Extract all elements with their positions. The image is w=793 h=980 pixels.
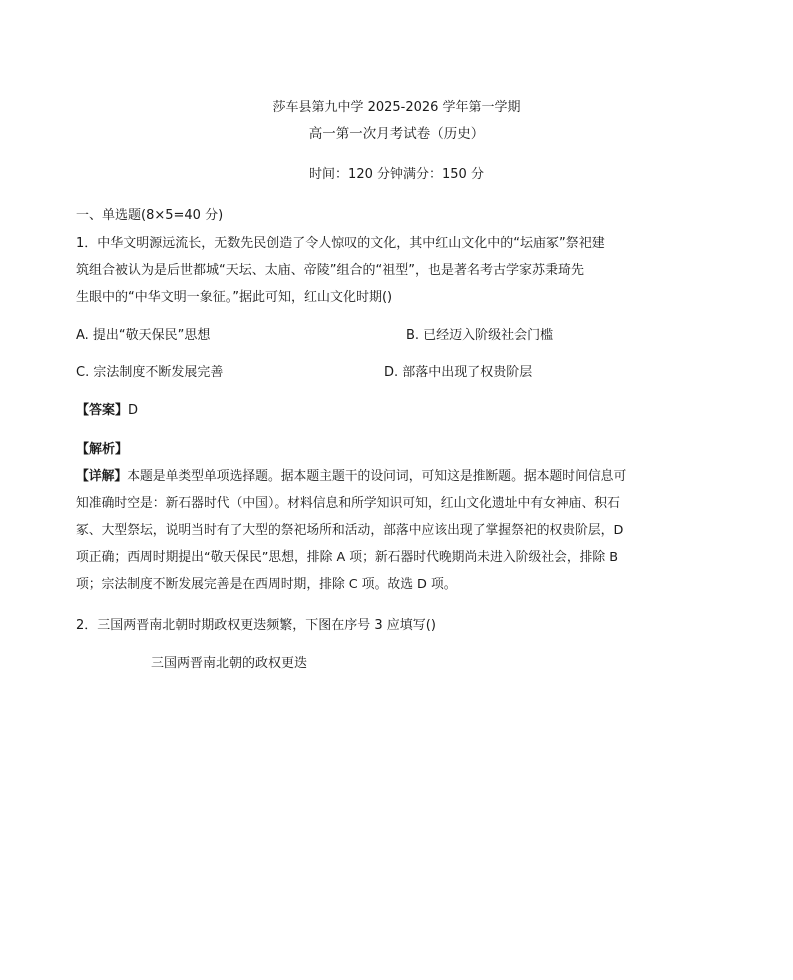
answer-label: 【答案】 [76, 403, 129, 418]
detail-label: 【详解】 [76, 469, 128, 484]
analysis-text-1: 本题是单类型单项选择题。据本题主题干的设问词，可知这是推断题。据本题时间信息可 [127, 469, 627, 484]
analysis-line-1 [76, 465, 626, 484]
question-1-line-3: 生眼中的“中华文明一象征。”据此可知，红山文化时期() [76, 290, 393, 305]
analysis-line-4: 项正确；西周时期提出“敬天保民”思想，排除 A 项；新石器时代晚期尚未进入阶级社会，排除 B [76, 550, 619, 565]
question-2-stem: 2．三国两晋南北朝时期政权更迭频繁，下图在序号 3 应填写() [76, 618, 436, 633]
analysis-line-2: 知准确时空是：新石器时代（中国）。材料信息和所学知识可知，红山文化遗址中有女神庙、积石 [76, 496, 620, 511]
school-term-heading: 莎车县第九中学 2025-2026 学年第一学期 [272, 100, 521, 115]
section-title: 一、单选题(8×5=40 分) [76, 208, 224, 223]
answer-line [76, 399, 138, 418]
option-b: B. 已经迈入阶级社会门槛 [406, 328, 554, 343]
exam-title: 高一第一次月考试卷（历史） [308, 126, 485, 142]
option-d: D. 部落中出现了权贵阶层 [384, 365, 533, 380]
analysis-label: 【解析】 [76, 442, 129, 457]
analysis-line-3: 冢、大型祭坛，说明当时有了大型的祭祀场所和活动，部落中应该出现了掌握祭祀的权贵阶层，D [76, 523, 624, 538]
question-1-line-1: 1．中华文明源远流长，无数先民创造了令人惊叹的文化，其中红山文化中的“坛庙冢”祭祀建 [76, 236, 605, 251]
option-a: A. 提出“敬天保民”思想 [76, 328, 211, 343]
question-1-line-2: 筑组合被认为是后世都城“天坛、太庙、帝陵”组合的“祖型”，也是著名考古学家苏秉琦先 [76, 263, 584, 278]
option-c: C. 宗法制度不断发展完善 [76, 365, 224, 380]
time-info: 时间：120 分钟满分：150 分 [309, 167, 484, 182]
analysis-line-5: 项；宗法制度不断发展完善是在西周时期，排除 C 项。故选 D 项。 [76, 577, 457, 592]
diagram-title: 三国两晋南北朝的政权更迭 [151, 656, 308, 671]
answer-value: D [128, 403, 139, 418]
